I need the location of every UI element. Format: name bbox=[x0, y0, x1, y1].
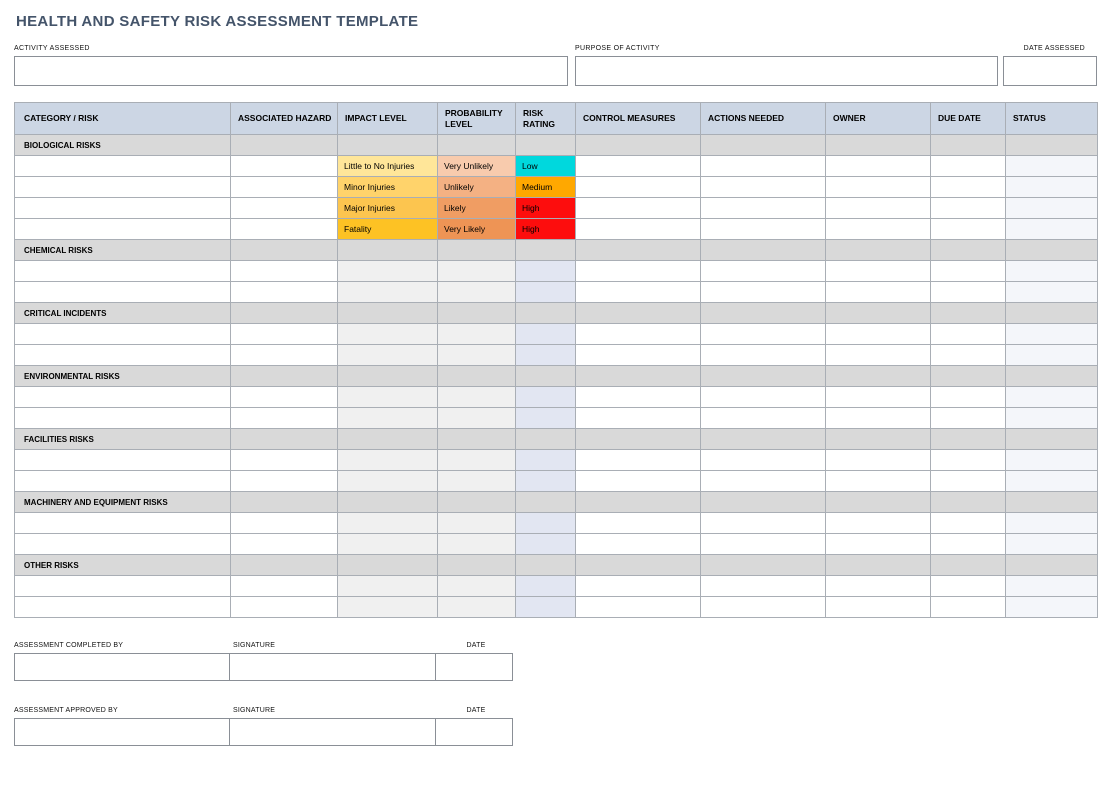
cell bbox=[438, 303, 516, 324]
assessment-completed-by-label: ASSESSMENT COMPLETED BY bbox=[14, 642, 124, 649]
cell-control[interactable] bbox=[576, 156, 701, 177]
cell-hazard[interactable] bbox=[231, 408, 338, 429]
cell bbox=[826, 429, 931, 450]
cell-impact[interactable] bbox=[338, 534, 438, 555]
cell-due[interactable] bbox=[931, 408, 1006, 429]
cell bbox=[231, 492, 338, 513]
activity-assessed-label: ACTIVITY ASSESSED bbox=[14, 45, 90, 52]
cell-actions[interactable] bbox=[701, 597, 826, 618]
signoff-approved bbox=[14, 707, 515, 746]
cell-owner[interactable] bbox=[826, 156, 931, 177]
cell-status[interactable] bbox=[1006, 576, 1098, 597]
data-row bbox=[15, 597, 1098, 618]
cell-control[interactable] bbox=[576, 261, 701, 282]
cell-rating[interactable]: Low bbox=[516, 156, 576, 177]
cell-impact[interactable] bbox=[338, 387, 438, 408]
cell-due[interactable] bbox=[931, 597, 1006, 618]
cell-control[interactable] bbox=[576, 534, 701, 555]
cell bbox=[516, 135, 576, 156]
cell-due[interactable] bbox=[931, 345, 1006, 366]
signature-label: SIGNATURE bbox=[233, 707, 276, 714]
cell-hazard[interactable] bbox=[231, 219, 338, 240]
cell-status[interactable] bbox=[1006, 513, 1098, 534]
cell-status[interactable] bbox=[1006, 408, 1098, 429]
cell bbox=[338, 240, 438, 261]
date-assessed-label: DATE ASSESSED bbox=[1023, 45, 1085, 52]
cell-probability[interactable] bbox=[438, 471, 516, 492]
cell bbox=[438, 555, 516, 576]
cell bbox=[231, 429, 338, 450]
cell-rating[interactable] bbox=[516, 597, 576, 618]
approved-date-input[interactable] bbox=[435, 718, 513, 746]
cell-category[interactable] bbox=[15, 576, 231, 597]
cell-owner[interactable] bbox=[826, 450, 931, 471]
cell-actions[interactable] bbox=[701, 345, 826, 366]
cell-status[interactable] bbox=[1006, 534, 1098, 555]
cell-actions[interactable] bbox=[701, 177, 826, 198]
cell-status[interactable] bbox=[1006, 597, 1098, 618]
cell bbox=[1006, 366, 1098, 387]
cell bbox=[1006, 240, 1098, 261]
data-row bbox=[15, 387, 1098, 408]
cell-actions[interactable] bbox=[701, 156, 826, 177]
section-row-environmental bbox=[15, 366, 1098, 387]
cell-control[interactable] bbox=[576, 219, 701, 240]
data-row bbox=[15, 345, 1098, 366]
cell bbox=[231, 303, 338, 324]
cell-due[interactable] bbox=[931, 177, 1006, 198]
cell-control[interactable] bbox=[576, 198, 701, 219]
cell-rating[interactable] bbox=[516, 408, 576, 429]
cell-actions[interactable] bbox=[701, 513, 826, 534]
data-row bbox=[15, 408, 1098, 429]
cell-actions[interactable] bbox=[701, 450, 826, 471]
cell-owner[interactable] bbox=[826, 534, 931, 555]
cell bbox=[931, 429, 1006, 450]
cell bbox=[701, 303, 826, 324]
cell bbox=[576, 429, 701, 450]
cell-impact[interactable]: Little to No Injuries bbox=[338, 156, 438, 177]
cell-actions[interactable] bbox=[701, 534, 826, 555]
cell-actions[interactable] bbox=[701, 576, 826, 597]
cell-due[interactable] bbox=[931, 198, 1006, 219]
cell bbox=[1006, 303, 1098, 324]
cell-impact[interactable]: Minor Injuries bbox=[338, 177, 438, 198]
cell-rating[interactable] bbox=[516, 534, 576, 555]
cell bbox=[1006, 555, 1098, 576]
cell bbox=[826, 555, 931, 576]
risk-assessment-table bbox=[14, 102, 1098, 618]
col-header-control-measures: CONTROL MEASURES bbox=[576, 103, 701, 135]
cell-impact[interactable] bbox=[338, 324, 438, 345]
cell-probability[interactable] bbox=[438, 408, 516, 429]
cell-category[interactable] bbox=[15, 261, 231, 282]
cell-owner[interactable] bbox=[826, 219, 931, 240]
cell-status[interactable] bbox=[1006, 198, 1098, 219]
cell bbox=[516, 366, 576, 387]
cell bbox=[576, 240, 701, 261]
col-header-probability-level: PROBABILITY LEVEL bbox=[438, 103, 516, 135]
col-header-owner: OWNER bbox=[826, 103, 931, 135]
cell bbox=[701, 240, 826, 261]
cell-hazard[interactable] bbox=[231, 471, 338, 492]
cell-rating[interactable]: High bbox=[516, 219, 576, 240]
cell bbox=[1006, 492, 1098, 513]
cell-hazard[interactable] bbox=[231, 450, 338, 471]
cell-hazard[interactable] bbox=[231, 345, 338, 366]
cell-owner[interactable] bbox=[826, 408, 931, 429]
cell-category[interactable] bbox=[15, 282, 231, 303]
signoff-completed bbox=[14, 642, 515, 681]
cell-owner[interactable] bbox=[826, 345, 931, 366]
cell-rating[interactable] bbox=[516, 576, 576, 597]
cell-category[interactable] bbox=[15, 534, 231, 555]
cell bbox=[516, 555, 576, 576]
cell bbox=[576, 492, 701, 513]
cell-category[interactable] bbox=[15, 219, 231, 240]
cell-hazard[interactable] bbox=[231, 387, 338, 408]
cell bbox=[576, 135, 701, 156]
data-row bbox=[15, 471, 1098, 492]
cell bbox=[701, 555, 826, 576]
cell-probability[interactable] bbox=[438, 597, 516, 618]
data-row bbox=[15, 576, 1098, 597]
cell-impact[interactable] bbox=[338, 576, 438, 597]
cell-rating[interactable] bbox=[516, 261, 576, 282]
cell-status[interactable] bbox=[1006, 450, 1098, 471]
cell-due[interactable] bbox=[931, 156, 1006, 177]
cell bbox=[931, 135, 1006, 156]
section-row-facilities bbox=[15, 429, 1098, 450]
cell-control[interactable] bbox=[576, 513, 701, 534]
cell bbox=[576, 555, 701, 576]
cell-category[interactable] bbox=[15, 597, 231, 618]
cell-control[interactable] bbox=[576, 408, 701, 429]
cell-owner[interactable] bbox=[826, 261, 931, 282]
cell-actions[interactable] bbox=[701, 219, 826, 240]
data-row bbox=[15, 219, 1098, 240]
data-row bbox=[15, 282, 1098, 303]
cell-actions[interactable] bbox=[701, 198, 826, 219]
cell-control[interactable] bbox=[576, 177, 701, 198]
date-assessed-input[interactable] bbox=[1003, 56, 1097, 86]
cell-category[interactable] bbox=[15, 156, 231, 177]
cell-actions[interactable] bbox=[701, 282, 826, 303]
cell-owner[interactable] bbox=[826, 576, 931, 597]
approved-by-input[interactable] bbox=[14, 718, 230, 746]
data-row bbox=[15, 261, 1098, 282]
cell bbox=[438, 135, 516, 156]
cell-owner[interactable] bbox=[826, 387, 931, 408]
cell-rating[interactable] bbox=[516, 513, 576, 534]
cell-control[interactable] bbox=[576, 324, 701, 345]
cell bbox=[516, 429, 576, 450]
cell-probability[interactable] bbox=[438, 324, 516, 345]
table-header-row bbox=[15, 103, 1098, 135]
section-title-cell: BIOLOGICAL RISKS bbox=[15, 135, 231, 156]
cell-status[interactable] bbox=[1006, 324, 1098, 345]
cell bbox=[338, 555, 438, 576]
section-title-cell: MACHINERY AND EQUIPMENT RISKS bbox=[15, 492, 231, 513]
cell bbox=[231, 240, 338, 261]
cell-probability[interactable]: Likely bbox=[438, 198, 516, 219]
cell-due[interactable] bbox=[931, 450, 1006, 471]
cell-hazard[interactable] bbox=[231, 513, 338, 534]
cell-probability[interactable]: Unlikely bbox=[438, 177, 516, 198]
cell-impact[interactable]: Fatality bbox=[338, 219, 438, 240]
cell bbox=[701, 366, 826, 387]
cell-impact[interactable] bbox=[338, 408, 438, 429]
cell-hazard[interactable] bbox=[231, 282, 338, 303]
cell bbox=[516, 303, 576, 324]
cell-probability[interactable] bbox=[438, 282, 516, 303]
data-row bbox=[15, 177, 1098, 198]
data-row bbox=[15, 198, 1098, 219]
cell-owner[interactable] bbox=[826, 324, 931, 345]
cell-status[interactable] bbox=[1006, 177, 1098, 198]
cell-hazard[interactable] bbox=[231, 156, 338, 177]
cell-owner[interactable] bbox=[826, 198, 931, 219]
cell-probability[interactable]: Very Likely bbox=[438, 219, 516, 240]
cell-rating[interactable] bbox=[516, 282, 576, 303]
cell-status[interactable] bbox=[1006, 261, 1098, 282]
data-row bbox=[15, 450, 1098, 471]
cell-status[interactable] bbox=[1006, 387, 1098, 408]
cell-control[interactable] bbox=[576, 282, 701, 303]
cell bbox=[338, 492, 438, 513]
cell bbox=[826, 492, 931, 513]
cell-category[interactable] bbox=[15, 450, 231, 471]
cell-impact[interactable] bbox=[338, 471, 438, 492]
completed-date-input[interactable] bbox=[435, 653, 513, 681]
purpose-of-activity-field bbox=[575, 45, 998, 86]
cell bbox=[576, 366, 701, 387]
cell bbox=[338, 135, 438, 156]
cell-actions[interactable] bbox=[701, 387, 826, 408]
cell-due[interactable] bbox=[931, 513, 1006, 534]
cell-actions[interactable] bbox=[701, 261, 826, 282]
cell bbox=[231, 555, 338, 576]
signature-label: SIGNATURE bbox=[233, 642, 276, 649]
cell-hazard[interactable] bbox=[231, 198, 338, 219]
cell-probability[interactable] bbox=[438, 261, 516, 282]
cell-rating[interactable] bbox=[516, 387, 576, 408]
cell-impact[interactable] bbox=[338, 597, 438, 618]
data-row bbox=[15, 156, 1098, 177]
cell-hazard[interactable] bbox=[231, 177, 338, 198]
cell-control[interactable] bbox=[576, 576, 701, 597]
cell bbox=[338, 429, 438, 450]
cell bbox=[931, 366, 1006, 387]
cell-impact[interactable] bbox=[338, 345, 438, 366]
cell bbox=[826, 366, 931, 387]
cell-status[interactable] bbox=[1006, 282, 1098, 303]
cell-hazard[interactable] bbox=[231, 597, 338, 618]
cell-impact[interactable] bbox=[338, 513, 438, 534]
cell-due[interactable] bbox=[931, 576, 1006, 597]
cell-status[interactable] bbox=[1006, 471, 1098, 492]
section-title-cell: CHEMICAL RISKS bbox=[15, 240, 231, 261]
col-header-actions-needed: ACTIONS NEEDED bbox=[701, 103, 826, 135]
cell bbox=[516, 492, 576, 513]
cell-owner[interactable] bbox=[826, 282, 931, 303]
assessment-approved-by-label: ASSESSMENT APPROVED BY bbox=[14, 707, 118, 714]
purpose-of-activity-input[interactable] bbox=[575, 56, 998, 86]
section-row-machinery bbox=[15, 492, 1098, 513]
completed-by-input[interactable] bbox=[14, 653, 230, 681]
cell bbox=[826, 240, 931, 261]
cell-impact[interactable] bbox=[338, 261, 438, 282]
cell-rating[interactable]: Medium bbox=[516, 177, 576, 198]
cell-hazard[interactable] bbox=[231, 261, 338, 282]
section-title-cell: CRITICAL INCIDENTS bbox=[15, 303, 231, 324]
cell bbox=[576, 303, 701, 324]
cell-rating[interactable] bbox=[516, 450, 576, 471]
cell bbox=[701, 429, 826, 450]
cell bbox=[826, 135, 931, 156]
cell-due[interactable] bbox=[931, 471, 1006, 492]
cell-category[interactable] bbox=[15, 471, 231, 492]
section-title-cell: OTHER RISKS bbox=[15, 555, 231, 576]
data-row bbox=[15, 324, 1098, 345]
cell-control[interactable] bbox=[576, 345, 701, 366]
cell bbox=[438, 492, 516, 513]
cell-hazard[interactable] bbox=[231, 534, 338, 555]
section-title-cell: ENVIRONMENTAL RISKS bbox=[15, 366, 231, 387]
cell bbox=[931, 303, 1006, 324]
activity-assessed-input[interactable] bbox=[14, 56, 568, 86]
cell-due[interactable] bbox=[931, 387, 1006, 408]
cell-owner[interactable] bbox=[826, 177, 931, 198]
cell-hazard[interactable] bbox=[231, 324, 338, 345]
cell-category[interactable] bbox=[15, 408, 231, 429]
cell-status[interactable] bbox=[1006, 219, 1098, 240]
cell bbox=[438, 240, 516, 261]
cell-impact[interactable] bbox=[338, 282, 438, 303]
cell-rating[interactable] bbox=[516, 324, 576, 345]
col-header-impact-level: IMPACT LEVEL bbox=[338, 103, 438, 135]
cell-category[interactable] bbox=[15, 198, 231, 219]
cell-control[interactable] bbox=[576, 450, 701, 471]
cell bbox=[338, 366, 438, 387]
date-label: DATE bbox=[466, 707, 486, 714]
cell bbox=[438, 366, 516, 387]
section-row-other bbox=[15, 555, 1098, 576]
cell bbox=[1006, 429, 1098, 450]
section-row-chemical bbox=[15, 240, 1098, 261]
cell-category[interactable] bbox=[15, 324, 231, 345]
cell-actions[interactable] bbox=[701, 471, 826, 492]
cell bbox=[516, 240, 576, 261]
col-header-risk-rating: RISK RATING bbox=[516, 103, 576, 135]
cell-category[interactable] bbox=[15, 345, 231, 366]
cell-due[interactable] bbox=[931, 261, 1006, 282]
cell-control[interactable] bbox=[576, 597, 701, 618]
cell-probability[interactable] bbox=[438, 576, 516, 597]
top-fields bbox=[14, 45, 1097, 86]
approved-signature-input[interactable] bbox=[229, 718, 436, 746]
cell-due[interactable] bbox=[931, 324, 1006, 345]
activity-assessed-field bbox=[14, 45, 568, 86]
cell bbox=[931, 492, 1006, 513]
cell-probability[interactable] bbox=[438, 534, 516, 555]
cell-category[interactable] bbox=[15, 387, 231, 408]
cell-probability[interactable] bbox=[438, 450, 516, 471]
cell bbox=[231, 366, 338, 387]
cell-due[interactable] bbox=[931, 534, 1006, 555]
cell bbox=[701, 492, 826, 513]
data-row bbox=[15, 534, 1098, 555]
cell-status[interactable] bbox=[1006, 156, 1098, 177]
cell bbox=[438, 429, 516, 450]
section-row-biological bbox=[15, 135, 1098, 156]
completed-signature-input[interactable] bbox=[229, 653, 436, 681]
cell-probability[interactable]: Very Unlikely bbox=[438, 156, 516, 177]
cell-category[interactable] bbox=[15, 177, 231, 198]
cell bbox=[1006, 135, 1098, 156]
cell-due[interactable] bbox=[931, 219, 1006, 240]
cell-probability[interactable] bbox=[438, 513, 516, 534]
cell-control[interactable] bbox=[576, 387, 701, 408]
col-header-due-date: DUE DATE bbox=[931, 103, 1006, 135]
cell-impact[interactable] bbox=[338, 450, 438, 471]
data-row bbox=[15, 513, 1098, 534]
col-header-status: STATUS bbox=[1006, 103, 1098, 135]
cell-status[interactable] bbox=[1006, 345, 1098, 366]
col-header-associated-hazard: ASSOCIATED HAZARD bbox=[231, 103, 338, 135]
cell-owner[interactable] bbox=[826, 597, 931, 618]
cell-control[interactable] bbox=[576, 471, 701, 492]
section-title-cell: FACILITIES RISKS bbox=[15, 429, 231, 450]
cell-owner[interactable] bbox=[826, 513, 931, 534]
date-assessed-field bbox=[1003, 45, 1097, 86]
cell-impact[interactable]: Major Injuries bbox=[338, 198, 438, 219]
cell bbox=[826, 303, 931, 324]
cell bbox=[231, 135, 338, 156]
cell-actions[interactable] bbox=[701, 408, 826, 429]
cell-category[interactable] bbox=[15, 513, 231, 534]
cell-owner[interactable] bbox=[826, 471, 931, 492]
cell-rating[interactable]: High bbox=[516, 198, 576, 219]
cell-probability[interactable] bbox=[438, 345, 516, 366]
section-row-critical bbox=[15, 303, 1098, 324]
cell bbox=[338, 303, 438, 324]
cell bbox=[701, 135, 826, 156]
cell-due[interactable] bbox=[931, 282, 1006, 303]
cell-probability[interactable] bbox=[438, 387, 516, 408]
col-header-category-risk: CATEGORY / RISK bbox=[15, 103, 231, 135]
cell bbox=[931, 240, 1006, 261]
purpose-of-activity-label: PURPOSE OF ACTIVITY bbox=[575, 45, 660, 52]
cell-hazard[interactable] bbox=[231, 576, 338, 597]
page-title: HEALTH AND SAFETY RISK ASSESSMENT TEMPLATE bbox=[16, 13, 419, 30]
cell-rating[interactable] bbox=[516, 345, 576, 366]
date-label: DATE bbox=[466, 642, 486, 649]
cell-rating[interactable] bbox=[516, 471, 576, 492]
cell-actions[interactable] bbox=[701, 324, 826, 345]
cell bbox=[931, 555, 1006, 576]
